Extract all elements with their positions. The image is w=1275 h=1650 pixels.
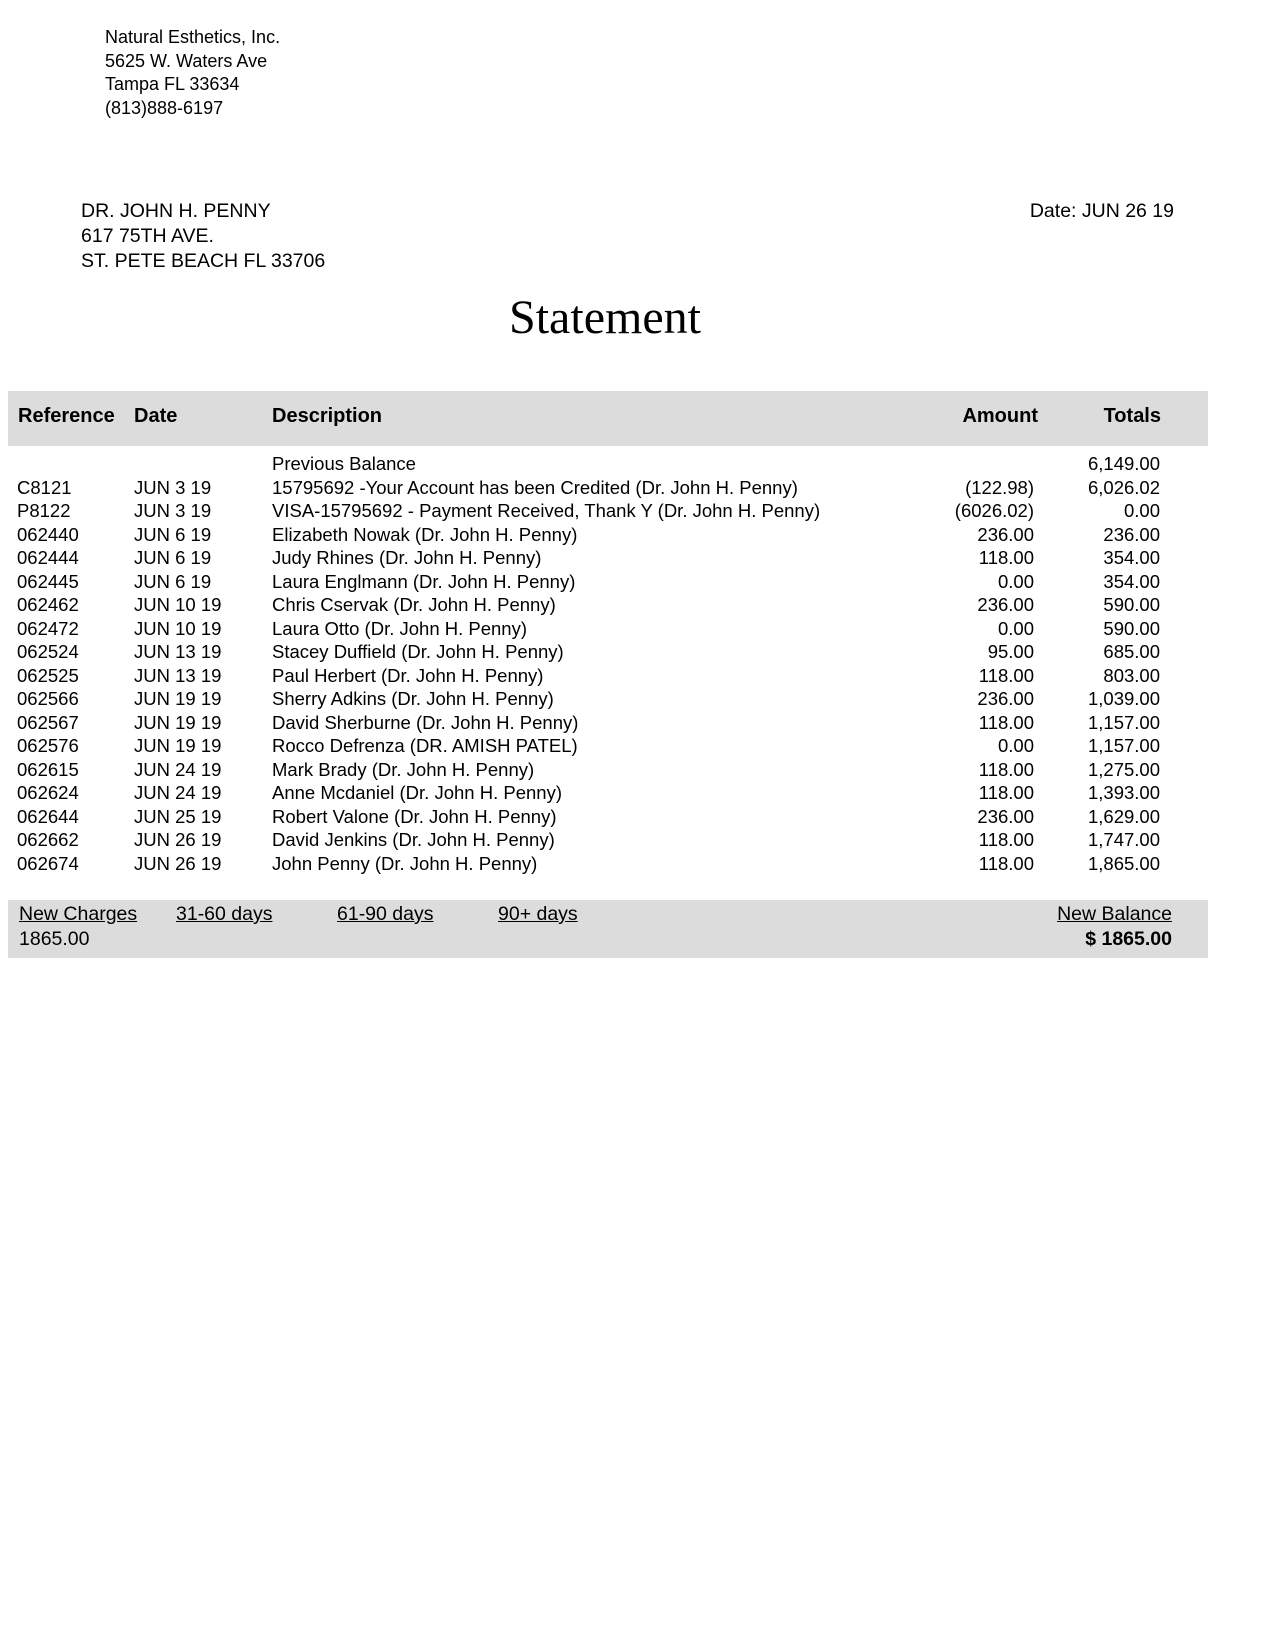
table-row xyxy=(8,828,1208,852)
cell-description: 15795692 -Your Account has been Credited (Dr. John H. Penny) xyxy=(272,476,798,498)
cell-reference: 062462 xyxy=(17,594,79,615)
cell-description: Previous Balance xyxy=(272,453,416,474)
company-street: 5625 W. Waters Ave xyxy=(105,50,268,71)
cell-reference: 062472 xyxy=(17,617,79,639)
cell-amount: 236.00 xyxy=(977,594,1034,615)
cell-reference: 062525 xyxy=(17,664,79,686)
days-31-60-label: 31-60 days xyxy=(176,903,273,925)
statement-date: Date: JUN 26 19 xyxy=(1029,200,1174,222)
cell-total: 1,629.00 xyxy=(1087,805,1160,827)
cell-description: Paul Herbert (Dr. John H. Penny) xyxy=(272,664,544,686)
table-header xyxy=(8,391,1208,446)
cell-description: Rocco Defrenza (DR. AMISH PATEL) xyxy=(272,735,578,756)
table-row xyxy=(8,570,1208,594)
recipient-city: ST. PETE BEACH FL 33706 xyxy=(81,250,326,272)
company-address xyxy=(105,26,280,120)
cell-description: Laura Englmann (Dr. John H. Penny) xyxy=(272,570,576,592)
new-balance-value: $ 1865.00 xyxy=(1085,928,1172,950)
cell-total: 1,747.00 xyxy=(1087,829,1160,850)
cell-amount: 0.00 xyxy=(997,735,1034,756)
cell-date: JUN 6 19 xyxy=(134,547,212,568)
cell-amount: 0.00 xyxy=(997,570,1034,592)
cell-total: 1,039.00 xyxy=(1087,688,1160,709)
cell-total: 1,157.00 xyxy=(1087,711,1160,733)
cell-total: 590.00 xyxy=(1103,617,1160,639)
table-row xyxy=(8,852,1208,876)
header-date: Date xyxy=(134,405,178,427)
table-row xyxy=(8,711,1208,735)
cell-description: Judy Rhines (Dr. John H. Penny) xyxy=(272,547,542,568)
cell-reference: 062567 xyxy=(17,711,79,733)
table-row xyxy=(8,805,1208,829)
table-row xyxy=(8,664,1208,688)
cell-total: 590.00 xyxy=(1103,594,1160,615)
cell-date: JUN 24 19 xyxy=(134,782,222,803)
cell-amount: 118.00 xyxy=(978,829,1034,850)
header-description: Description xyxy=(272,405,383,427)
cell-total: 0.00 xyxy=(1123,500,1160,521)
cell-amount: 118.00 xyxy=(978,782,1034,803)
cell-reference: 062615 xyxy=(17,758,79,780)
table-row xyxy=(8,476,1208,500)
cell-total: 1,275.00 xyxy=(1087,758,1160,780)
cell-total: 354.00 xyxy=(1103,570,1160,592)
table-row xyxy=(8,523,1208,547)
cell-amount: 236.00 xyxy=(977,523,1034,545)
cell-description: John Penny (Dr. John H. Penny) xyxy=(272,852,538,874)
page-title: Statement xyxy=(509,291,701,344)
cell-reference: 062445 xyxy=(17,570,79,592)
cell-date: JUN 19 19 xyxy=(134,735,222,756)
table-row xyxy=(8,617,1208,641)
cell-reference: 062576 xyxy=(17,735,79,756)
table-row xyxy=(8,640,1208,664)
table-row xyxy=(8,758,1208,782)
cell-description: Elizabeth Nowak (Dr. John H. Penny) xyxy=(272,523,578,545)
cell-date: JUN 19 19 xyxy=(134,711,222,733)
new-balance-label: New Balance xyxy=(1057,903,1172,925)
cell-total: 1,157.00 xyxy=(1087,735,1160,756)
table-row xyxy=(8,687,1208,711)
new-charges-value: 1865.00 xyxy=(19,928,90,950)
cell-reference: 062674 xyxy=(17,852,79,874)
cell-description: David Sherburne (Dr. John H. Penny) xyxy=(272,711,579,733)
cell-amount: 118.00 xyxy=(978,547,1034,568)
cell-date: JUN 26 19 xyxy=(134,852,222,874)
cell-amount: 118.00 xyxy=(978,758,1034,780)
cell-date: JUN 6 19 xyxy=(134,570,212,592)
cell-reference: C8121 xyxy=(17,476,72,498)
cell-total: 6,149.00 xyxy=(1087,453,1160,474)
cell-date: JUN 13 19 xyxy=(134,641,222,662)
table-body xyxy=(8,452,1208,875)
cell-total: 685.00 xyxy=(1103,641,1160,662)
cell-reference: 062440 xyxy=(17,523,79,545)
cell-total: 6,026.02 xyxy=(1087,476,1160,498)
days-90-plus-label: 90+ days xyxy=(498,903,578,925)
cell-total: 803.00 xyxy=(1103,664,1160,686)
cell-total: 1,865.00 xyxy=(1087,852,1160,874)
company-city: Tampa FL 33634 xyxy=(105,74,240,94)
cell-amount: 95.00 xyxy=(987,641,1034,662)
cell-total: 236.00 xyxy=(1103,523,1160,545)
table-row xyxy=(8,546,1208,570)
cell-amount: 118.00 xyxy=(978,664,1034,686)
recipient-address xyxy=(81,199,325,274)
company-phone: (813)888-6197 xyxy=(105,97,224,118)
cell-reference: 062644 xyxy=(17,805,79,827)
cell-amount: 118.00 xyxy=(978,852,1034,874)
header-totals: Totals xyxy=(1103,405,1161,427)
company-name: Natural Esthetics, Inc. xyxy=(105,27,281,47)
balance-summary xyxy=(8,900,1208,958)
cell-amount: (6026.02) xyxy=(954,500,1034,521)
cell-description: Sherry Adkins (Dr. John H. Penny) xyxy=(272,688,554,709)
cell-reference: 062624 xyxy=(17,782,79,803)
cell-description: David Jenkins (Dr. John H. Penny) xyxy=(272,829,555,850)
cell-date: JUN 3 19 xyxy=(134,476,212,498)
header-reference: Reference xyxy=(18,405,115,427)
cell-date: JUN 10 19 xyxy=(134,617,222,639)
cell-description: Stacey Duffield (Dr. John H. Penny) xyxy=(272,641,564,662)
cell-date: JUN 24 19 xyxy=(134,758,222,780)
cell-description: Laura Otto (Dr. John H. Penny) xyxy=(272,617,528,639)
cell-amount: 118.00 xyxy=(978,711,1034,733)
cell-amount: 236.00 xyxy=(977,805,1034,827)
table-row xyxy=(8,499,1208,523)
cell-date: JUN 25 19 xyxy=(134,805,222,827)
cell-date: JUN 19 19 xyxy=(134,688,222,709)
cell-description: VISA-15795692 - Payment Received, Thank Y (Dr. John H. Penny) xyxy=(272,500,821,521)
cell-reference: 062566 xyxy=(17,688,79,709)
cell-date: JUN 26 19 xyxy=(134,829,222,850)
cell-reference: 062662 xyxy=(17,829,79,850)
cell-date: JUN 13 19 xyxy=(134,664,222,686)
cell-description: Chris Cservak (Dr. John H. Penny) xyxy=(272,594,556,615)
table-row xyxy=(8,593,1208,617)
cell-reference: 062444 xyxy=(17,547,79,568)
table-row xyxy=(8,452,1208,476)
cell-date: JUN 6 19 xyxy=(134,523,212,545)
header-amount: Amount xyxy=(962,405,1038,427)
cell-total: 354.00 xyxy=(1103,547,1160,568)
cell-description: Mark Brady (Dr. John H. Penny) xyxy=(272,758,535,780)
cell-date: JUN 3 19 xyxy=(134,500,212,521)
cell-amount: (122.98) xyxy=(965,476,1034,498)
cell-amount: 236.00 xyxy=(977,688,1034,709)
cell-total: 1,393.00 xyxy=(1087,782,1160,803)
table-row xyxy=(8,734,1208,758)
cell-description: Robert Valone (Dr. John H. Penny) xyxy=(272,805,557,827)
new-charges-label: New Charges xyxy=(19,903,138,925)
cell-reference: 062524 xyxy=(17,641,79,662)
table-row xyxy=(8,781,1208,805)
cell-date: JUN 10 19 xyxy=(134,594,222,615)
cell-description: Anne Mcdaniel (Dr. John H. Penny) xyxy=(272,782,562,803)
cell-amount: 0.00 xyxy=(997,617,1034,639)
recipient-street: 617 75TH AVE. xyxy=(81,225,214,247)
days-61-90-label: 61-90 days xyxy=(337,903,434,925)
cell-reference: P8122 xyxy=(17,500,71,521)
recipient-name: DR. JOHN H. PENNY xyxy=(81,200,271,222)
